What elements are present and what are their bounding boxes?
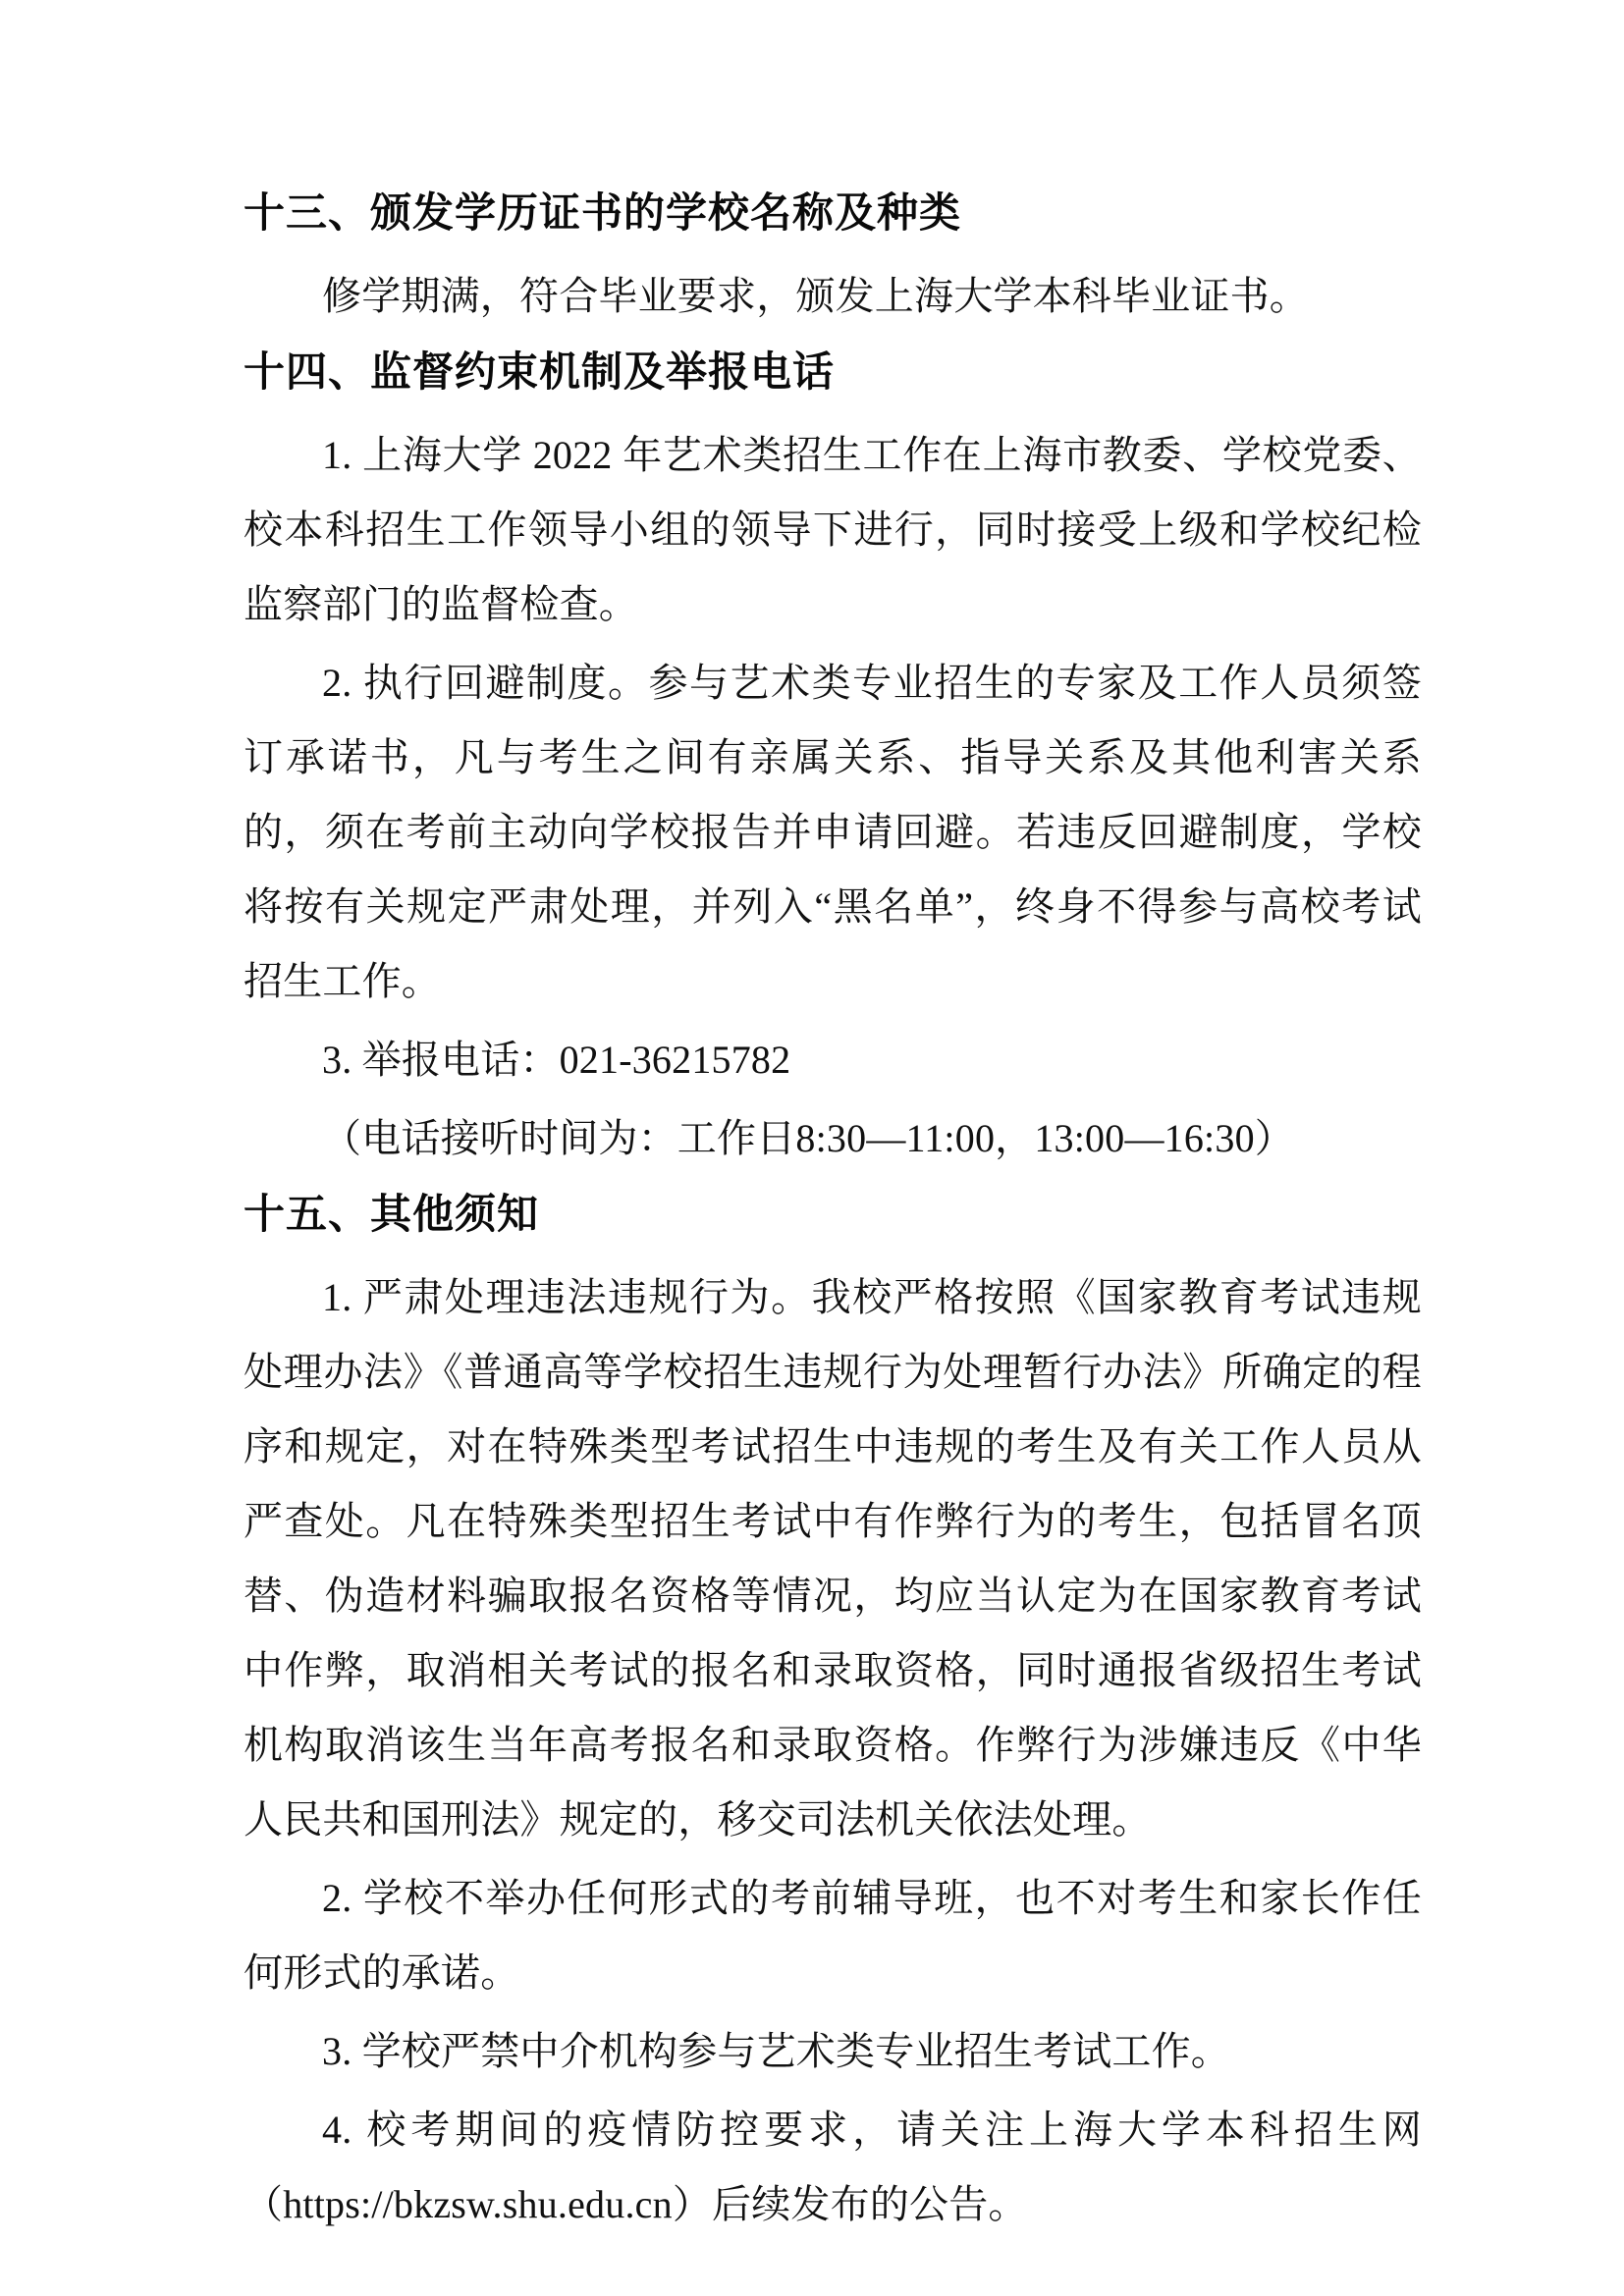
section-heading-15: 十五、其他须知 xyxy=(244,1190,540,1238)
section-13-paragraph-1: 修学期满，符合毕业要求，颁发上海大学本科毕业证书。 xyxy=(322,274,1309,318)
section-14-paragraph-1: 1. 上海大学 2022 年艺术类招生工作在上海市教委、学校党委、校本科招生工作领导小组的领导下进行，同时接受上级和学校纪检监察部门的监督检查。 xyxy=(244,433,1422,626)
section-heading-14: 十四、监督约束机制及举报电话 xyxy=(244,347,836,396)
section-14-paragraph-2: 2. 执行回避制度。参与艺术类专业招生的专家及工作人员须签订承诺书，凡与考生之间有亲属关系、指导关系及其他利害关系的，须在考前主动向学校报告并申请回避。若违反回避制度，学校将按有关规定严肃处理，并列入“黑名单”，终身不得参与高校考试招生工作。 xyxy=(244,661,1422,1003)
section-15-paragraph-3: 3. 学校严禁中介机构参与艺术类专业招生考试工作。 xyxy=(322,2029,1230,2073)
section-15-paragraph-2: 2. 学校不举办任何形式的考前辅导班，也不对考生和家长作任何形式的承诺。 xyxy=(244,1876,1422,1995)
section-heading-13: 十三、颁发学历证书的学校名称及种类 xyxy=(244,188,962,237)
section-15-paragraph-1: 1. 严肃处理违法违规行为。我校严格按照《国家教育考试违规处理办法》《普通高等学校招生违规行为处理暂行办法》所确定的程序和规定，对在特殊类型考试招生中违规的考生及有关工作人员从严查处。凡在特殊类型招生考试中有作弊行为的考生，包括冒名顶替、伪造材料骗取报名资格等情况，均应当认定为在国家教育考试中作弊，取消相关考试的报名和录取资格，同时通报省级招生考试机构取消该生当年高考报名和录取资格。作弊行为涉嫌违反《中华人民共和国刑法》规定的，移交司法机关依法处理。 xyxy=(244,1275,1422,1842)
document-body xyxy=(244,188,1422,2246)
section-15-paragraph-4-website: 4. 校考期间的疫情防控要求，请关注上海大学本科招生网（https://bkzsw.shu.edu.cn）后续发布的公告。 xyxy=(244,2108,1422,2226)
section-14-paragraph-4-phone-hours: （电话接听时间为：工作日8:30—11:00，13:00—16:30） xyxy=(322,1116,1294,1160)
section-14-paragraph-3-report-phone: 3. 举报电话：021-36215782 xyxy=(322,1038,791,1082)
